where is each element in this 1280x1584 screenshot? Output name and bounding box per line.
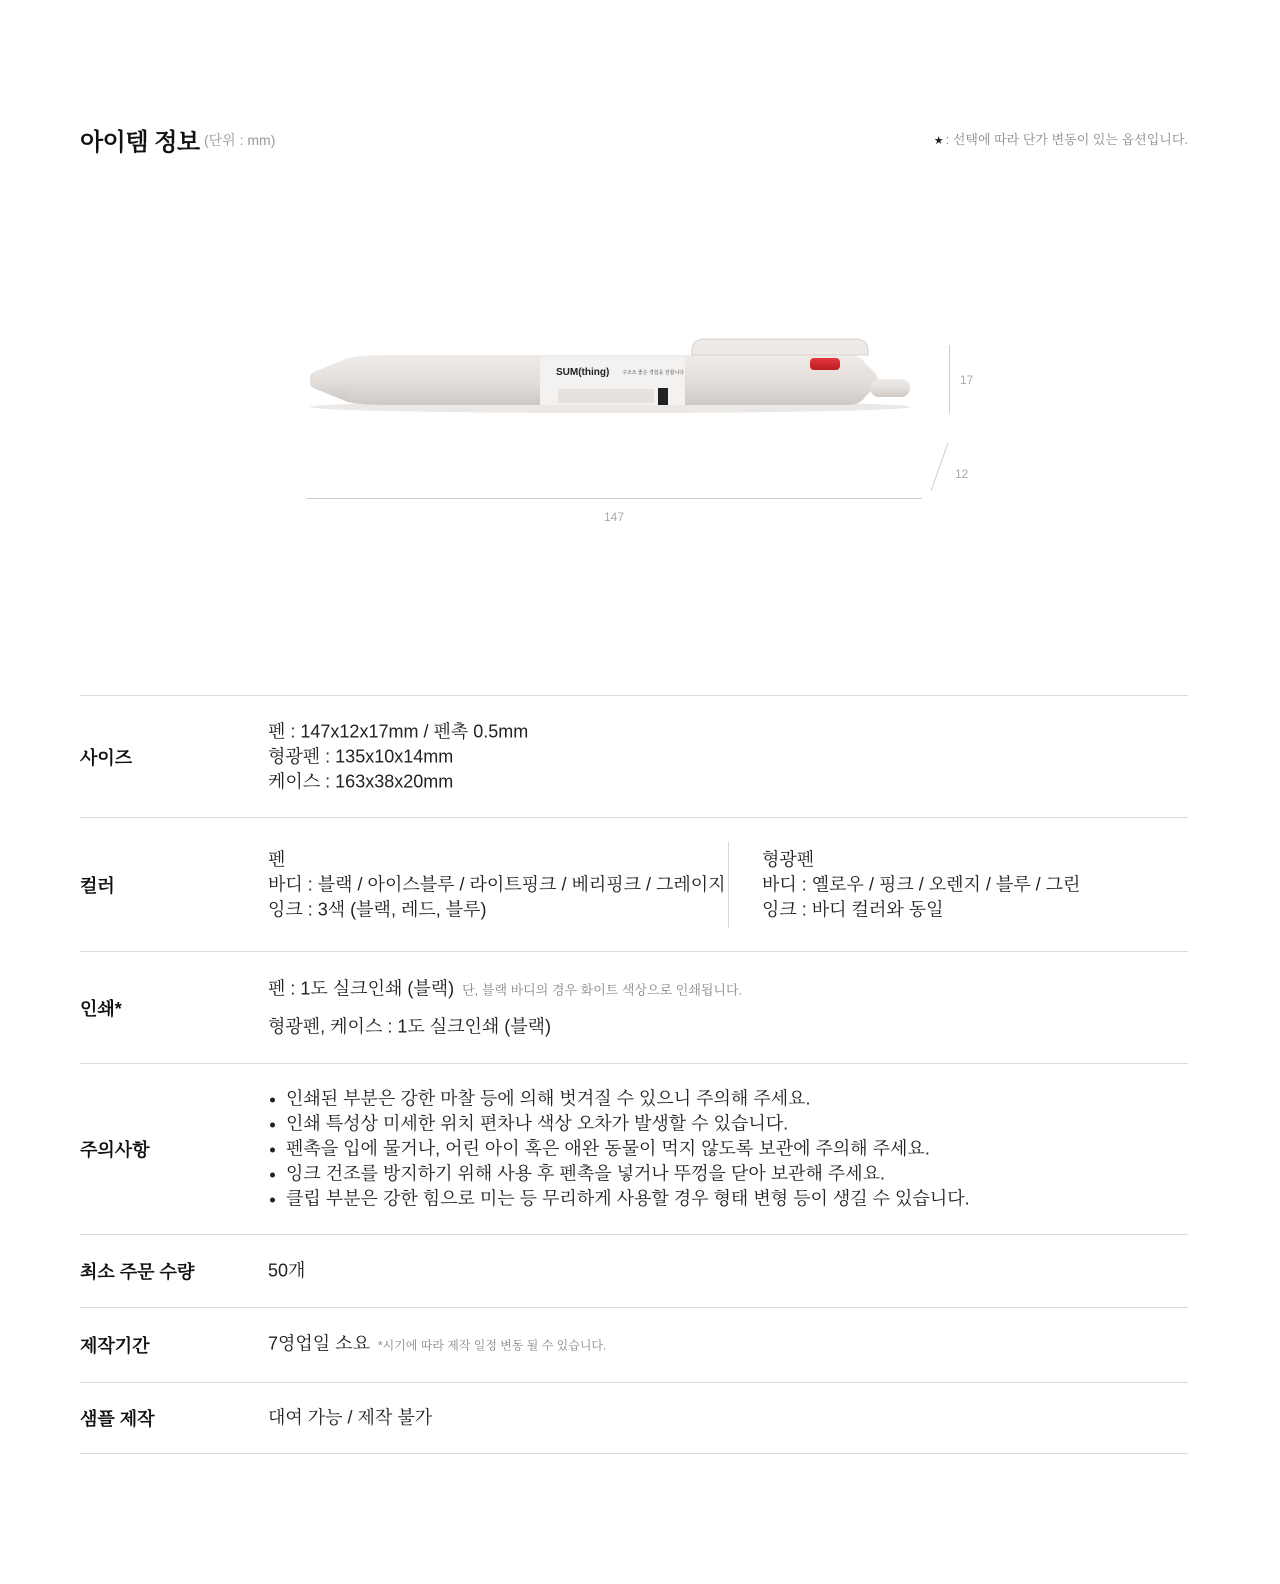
ink-refill-tag xyxy=(658,388,668,405)
spec-row-lead-time xyxy=(80,1307,1188,1382)
print-content xyxy=(268,970,742,1045)
size-case: 케이스 : 163x38x20mm xyxy=(268,771,454,791)
sample-content xyxy=(268,1406,432,1431)
option-price-note xyxy=(934,129,1188,148)
brand-tagline: 구조조 좋은 경험을 전합니다 xyxy=(622,370,685,376)
pen-plunger xyxy=(870,379,910,397)
caution-item: 인쇄 특성상 미세한 위치 편차나 색상 오차가 발생할 수 있습니다. xyxy=(268,1112,970,1137)
length-dim-line xyxy=(307,498,922,499)
lead-time-note: *시기에 따라 제작 일정 변동 될 수 있습니다. xyxy=(377,1338,607,1353)
depth-dimension: 12 xyxy=(955,467,969,481)
spec-row-moq xyxy=(80,1234,1188,1307)
moq-value: 50개 xyxy=(268,1260,306,1281)
spec-table xyxy=(80,695,1188,1454)
lead-time xyxy=(268,1332,606,1359)
column-divider xyxy=(728,842,729,928)
spec-row-caution xyxy=(80,1063,1188,1234)
option-price-note-text: : 선택에 따라 단가 변동이 있는 옵션입니다. xyxy=(945,132,1188,147)
moq-content xyxy=(268,1259,305,1284)
print-label: 인쇄* xyxy=(80,998,122,1019)
caution-list xyxy=(268,1087,970,1212)
color-pen-content xyxy=(268,847,726,922)
sample-value: 대여 가능 / 제작 불가 xyxy=(268,1407,433,1428)
length-dimension: 147 xyxy=(604,510,625,524)
color-pen-title: 펜 xyxy=(268,849,286,869)
spec-row-sample xyxy=(80,1382,1188,1454)
caution-label: 주의사항 xyxy=(80,1140,150,1160)
lead-time-value: 7영업일 소요 xyxy=(268,1333,370,1354)
pen-tip xyxy=(310,358,350,402)
product-image-area xyxy=(300,325,1000,535)
size-label: 사이즈 xyxy=(80,747,133,768)
caution-item: 펜촉을 입에 물거나, 어린 아이 혹은 애완 동물이 먹지 않도록 보관에 주의해 주세요. xyxy=(268,1137,970,1162)
color-pen-body: 바디 : 블랙 / 아이스블루 / 라이트핑크 / 베리핑크 / 그레이지 xyxy=(268,874,726,894)
color-label: 컬러 xyxy=(80,875,115,896)
color-highlighter-body: 바디 : 옐로우 / 핑크 / 오렌지 / 블루 / 그린 xyxy=(762,874,1081,894)
lead-time-label: 제작기간 xyxy=(80,1336,150,1356)
star-icon: ★ xyxy=(933,135,944,147)
height-dim-line xyxy=(949,345,950,413)
caution-item: 클립 부분은 강한 힘으로 미는 등 무리하게 사용할 경우 형태 변형 등이 생길 수 있습니다. xyxy=(268,1187,970,1212)
pen-illustration xyxy=(300,325,1000,535)
ink-slider-red xyxy=(810,358,840,370)
item-info-header xyxy=(80,120,1188,154)
page-title: 아이템 정보 xyxy=(80,129,200,156)
pen-clip xyxy=(692,339,868,355)
brand-logo: SUM(thing) xyxy=(556,367,610,378)
spec-row-print xyxy=(80,951,1188,1063)
height-dimension: 17 xyxy=(960,373,974,387)
sample-label: 샘플 제작 xyxy=(80,1409,155,1429)
caution-item: 인쇄된 부분은 강한 마찰 등에 의해 벗겨질 수 있으니 주의해 주세요. xyxy=(268,1087,970,1112)
caution-item: 잉크 건조를 방지하기 위해 사용 후 펜촉을 넣거나 뚜껑을 닫아 보관해 주세요. xyxy=(268,1162,970,1187)
spec-row-size xyxy=(80,695,1188,817)
print-highlighter-case: 형광펜, 케이스 : 1도 실크인쇄 (블랙) xyxy=(268,1016,552,1036)
size-highlighter: 형광펜 : 135x10x14mm xyxy=(268,746,454,766)
size-pen: 펜 : 147x12x17mm / 펜촉 0.5mm xyxy=(268,721,529,741)
lead-time-content xyxy=(268,1332,606,1359)
color-pen-ink: 잉크 : 3색 (블랙, 레드, 블루) xyxy=(268,899,487,919)
barcode-area xyxy=(558,389,654,403)
depth-dim-line xyxy=(928,443,952,493)
size-content xyxy=(268,719,528,794)
color-highlighter-content xyxy=(762,847,1080,922)
spec-row-color xyxy=(80,817,1188,951)
color-highlighter-ink: 잉크 : 바디 컬러와 동일 xyxy=(762,899,944,919)
print-pen-note: 단, 블랙 바디의 경우 화이트 색상으로 인쇄됩니다. xyxy=(462,982,743,997)
print-pen-text: 펜 : 1도 실크인쇄 (블랙) xyxy=(268,978,455,998)
color-highlighter-title: 형광펜 xyxy=(762,849,815,869)
print-pen xyxy=(268,970,742,1008)
unit-label: (단위 : mm) xyxy=(204,132,276,148)
moq-label: 최소 주문 수량 xyxy=(80,1262,195,1282)
